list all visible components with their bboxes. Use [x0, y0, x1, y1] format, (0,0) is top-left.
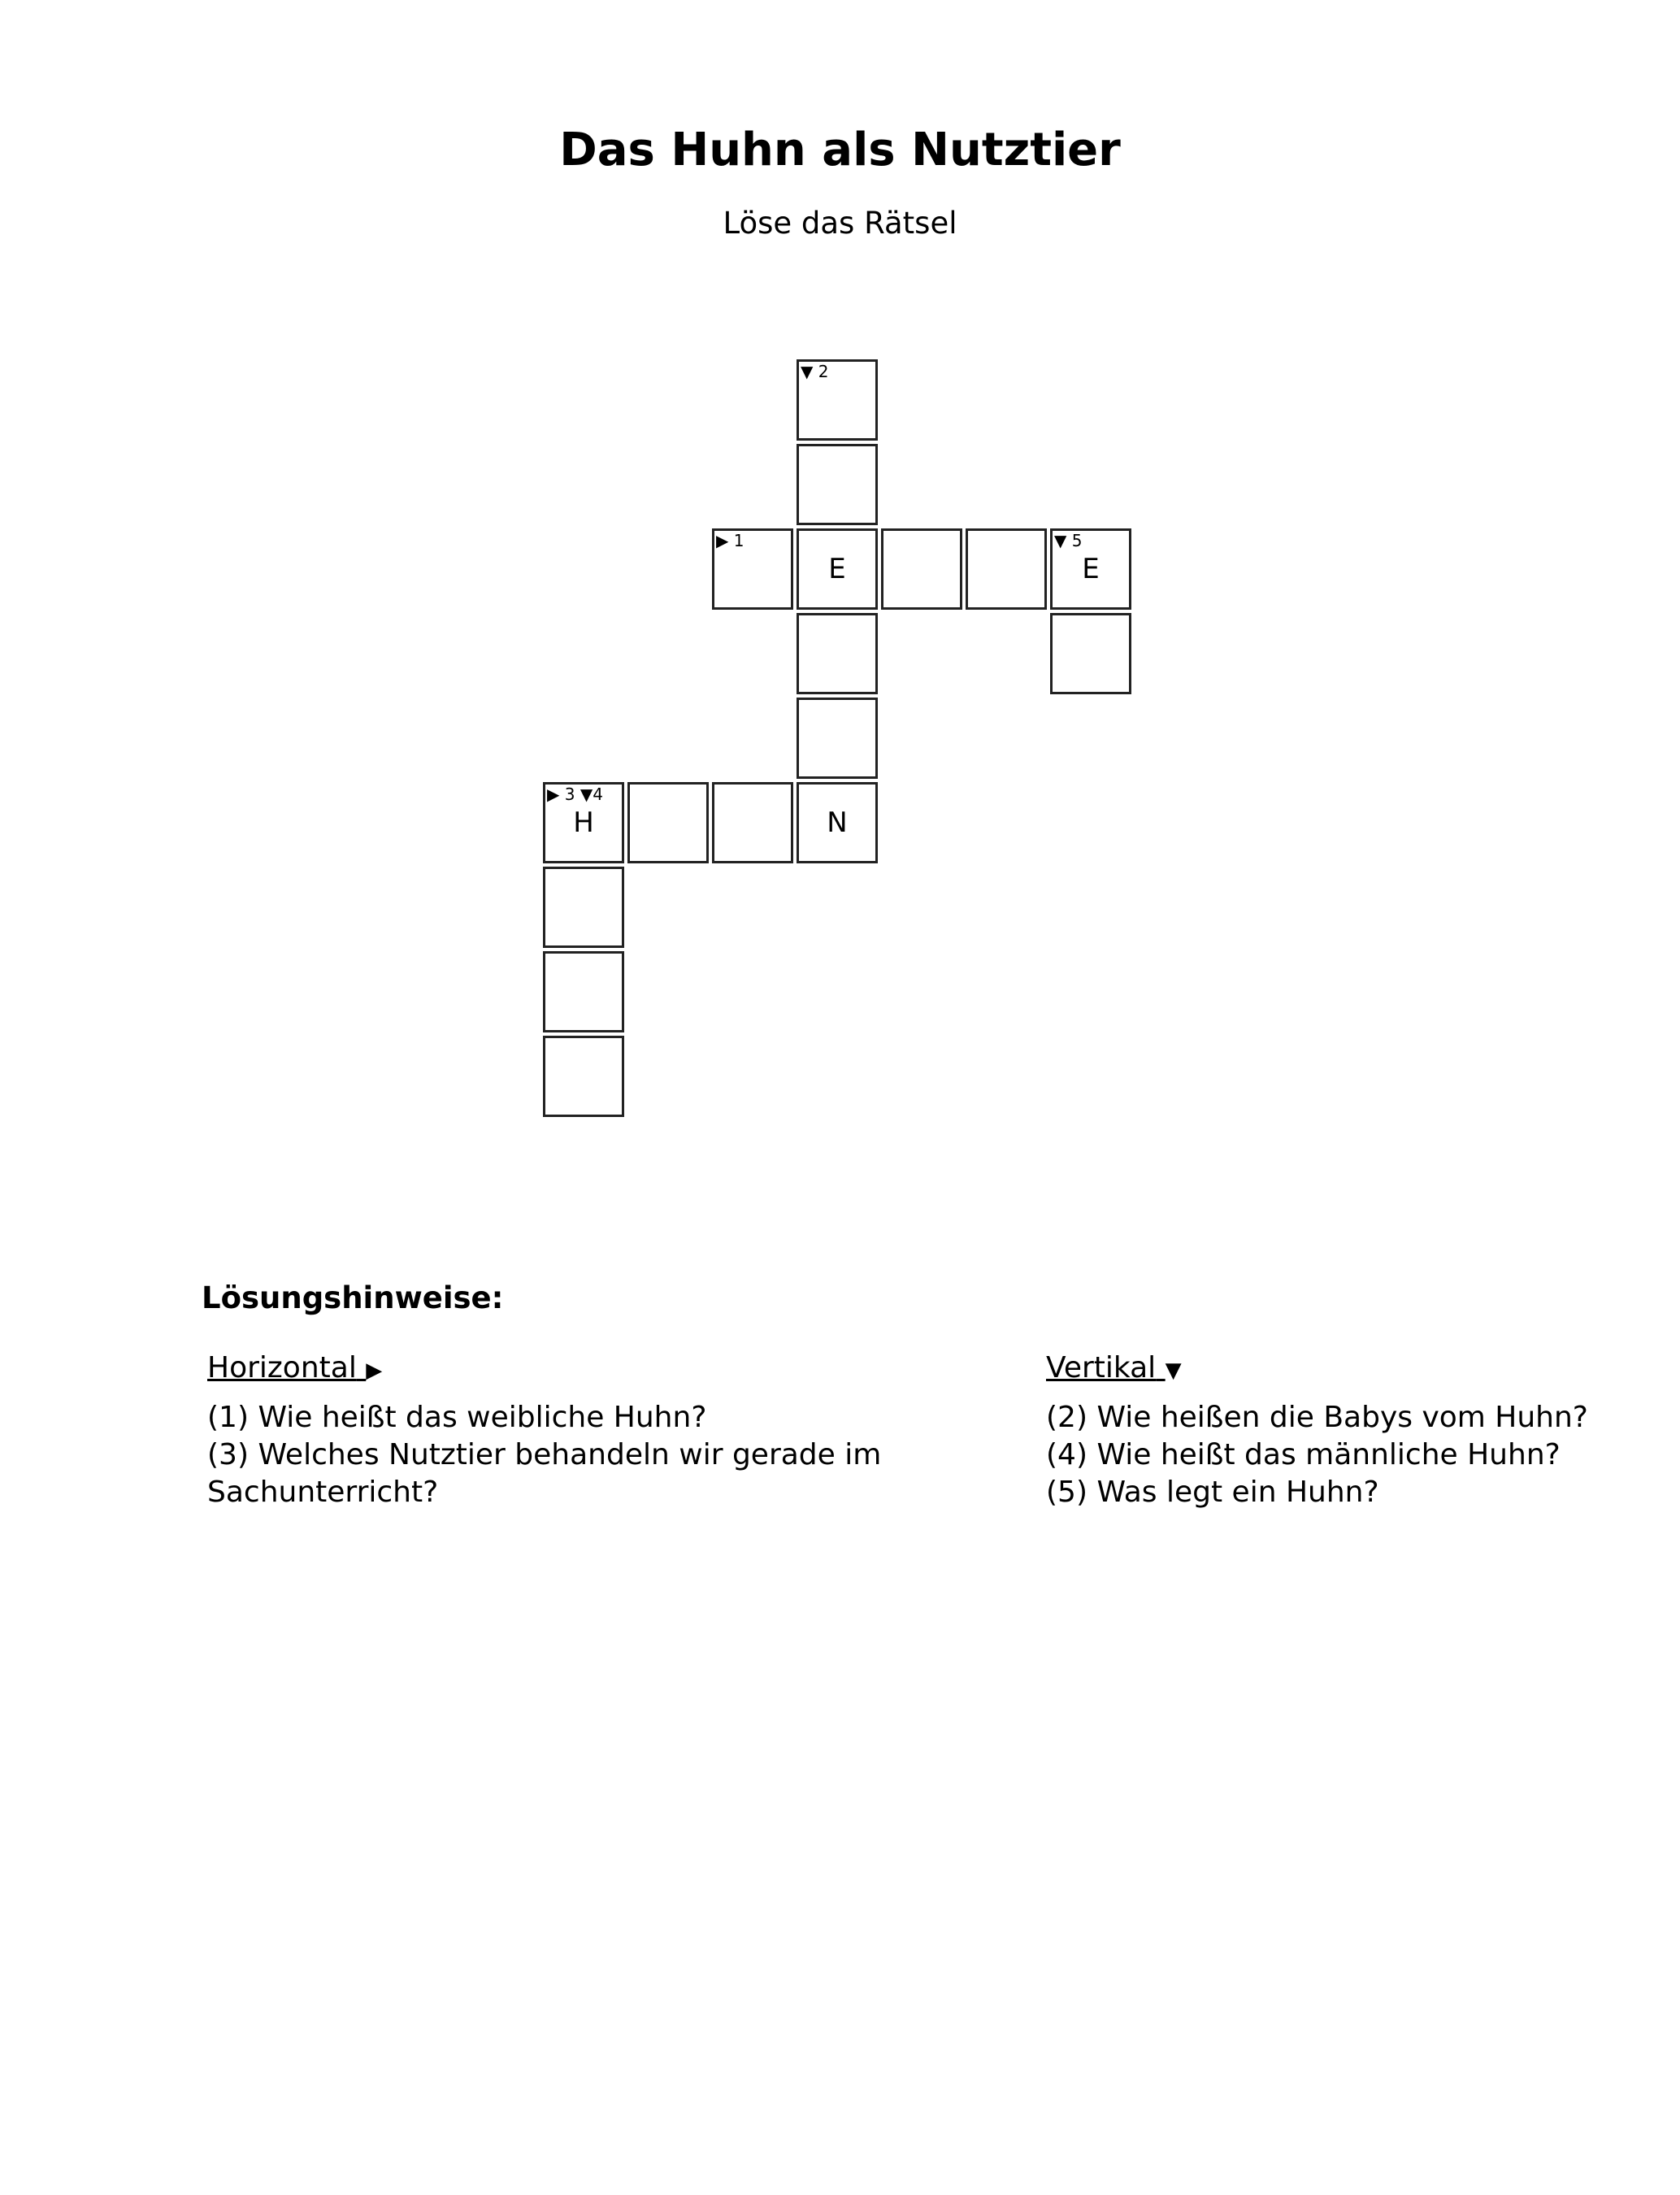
- vertical-clues: [1046, 1350, 1631, 1511]
- horizontal-heading: [207, 1350, 939, 1389]
- crossword-cell[interactable]: [881, 528, 962, 610]
- crossword-cell[interactable]: [797, 444, 878, 525]
- cell-letter: [883, 531, 960, 607]
- cell-letter: [545, 869, 622, 945]
- cell-letter: E: [1082, 553, 1100, 585]
- clue-item: (5) Was legt ein Huhn?: [1046, 1476, 1379, 1509]
- cell-letter: N: [827, 806, 848, 839]
- vertical-heading: [1046, 1350, 1631, 1389]
- cell-letter: [799, 362, 875, 438]
- crossword-cell[interactable]: [797, 782, 878, 863]
- crossword-cell[interactable]: [797, 698, 878, 779]
- vertical-label: Vertikal: [1046, 1351, 1157, 1384]
- crossword-cell[interactable]: [543, 782, 624, 863]
- crossword-cell[interactable]: [797, 359, 878, 441]
- cell-clue-number: ▼ 5: [1054, 531, 1083, 550]
- page-title: Das Huhn als Nutztier: [559, 124, 1121, 176]
- horizontal-clues: [207, 1350, 939, 1511]
- right-arrow-icon: ▶: [366, 1358, 383, 1383]
- cell-letter: [714, 531, 791, 607]
- cell-clue-number: ▼ 2: [801, 362, 829, 381]
- cell-clue-number: ▶ 1: [716, 531, 744, 550]
- cell-letter: [968, 531, 1044, 607]
- crossword-cell[interactable]: [797, 528, 878, 610]
- crossword-cell[interactable]: [797, 613, 878, 694]
- horizontal-label: Horizontal: [207, 1351, 357, 1384]
- down-arrow-icon: ▼: [1165, 1358, 1182, 1383]
- clue-item: (4) Wie heißt das männliche Huhn?: [1046, 1438, 1561, 1471]
- crossword-cell[interactable]: [543, 951, 624, 1032]
- clue-item: (3) Welches Nutztier behandeln wir gerade im Sachunterricht?: [207, 1438, 882, 1509]
- crossword-cell[interactable]: [1050, 528, 1131, 610]
- cell-letter: E: [828, 553, 846, 585]
- cell-letter: [714, 785, 791, 861]
- crossword-cell[interactable]: [543, 867, 624, 948]
- crossword-cell[interactable]: [1050, 613, 1131, 694]
- cell-letter: [799, 700, 875, 776]
- hints-title: Lösungshinweise:: [202, 1280, 504, 1315]
- crossword-cell[interactable]: [712, 528, 793, 610]
- clue-item: (1) Wie heißt das weibliche Huhn?: [207, 1401, 707, 1434]
- crossword-cell[interactable]: [627, 782, 709, 863]
- page-subtitle: Löse das Rätsel: [723, 206, 957, 241]
- crossword-cell[interactable]: [966, 528, 1047, 610]
- cell-letter: [799, 615, 875, 692]
- crossword-cell[interactable]: [712, 782, 793, 863]
- cell-letter: [545, 954, 622, 1030]
- crossword-cell[interactable]: [543, 1036, 624, 1117]
- cell-clue-number: ▶ 3 ▼4: [547, 785, 603, 804]
- cell-letter: H: [573, 806, 594, 839]
- cell-letter: [1053, 615, 1129, 692]
- cell-letter: [799, 446, 875, 523]
- cell-letter: [545, 1038, 622, 1115]
- clue-item: (2) Wie heißen die Babys vom Huhn?: [1046, 1401, 1588, 1434]
- cell-letter: [630, 785, 706, 861]
